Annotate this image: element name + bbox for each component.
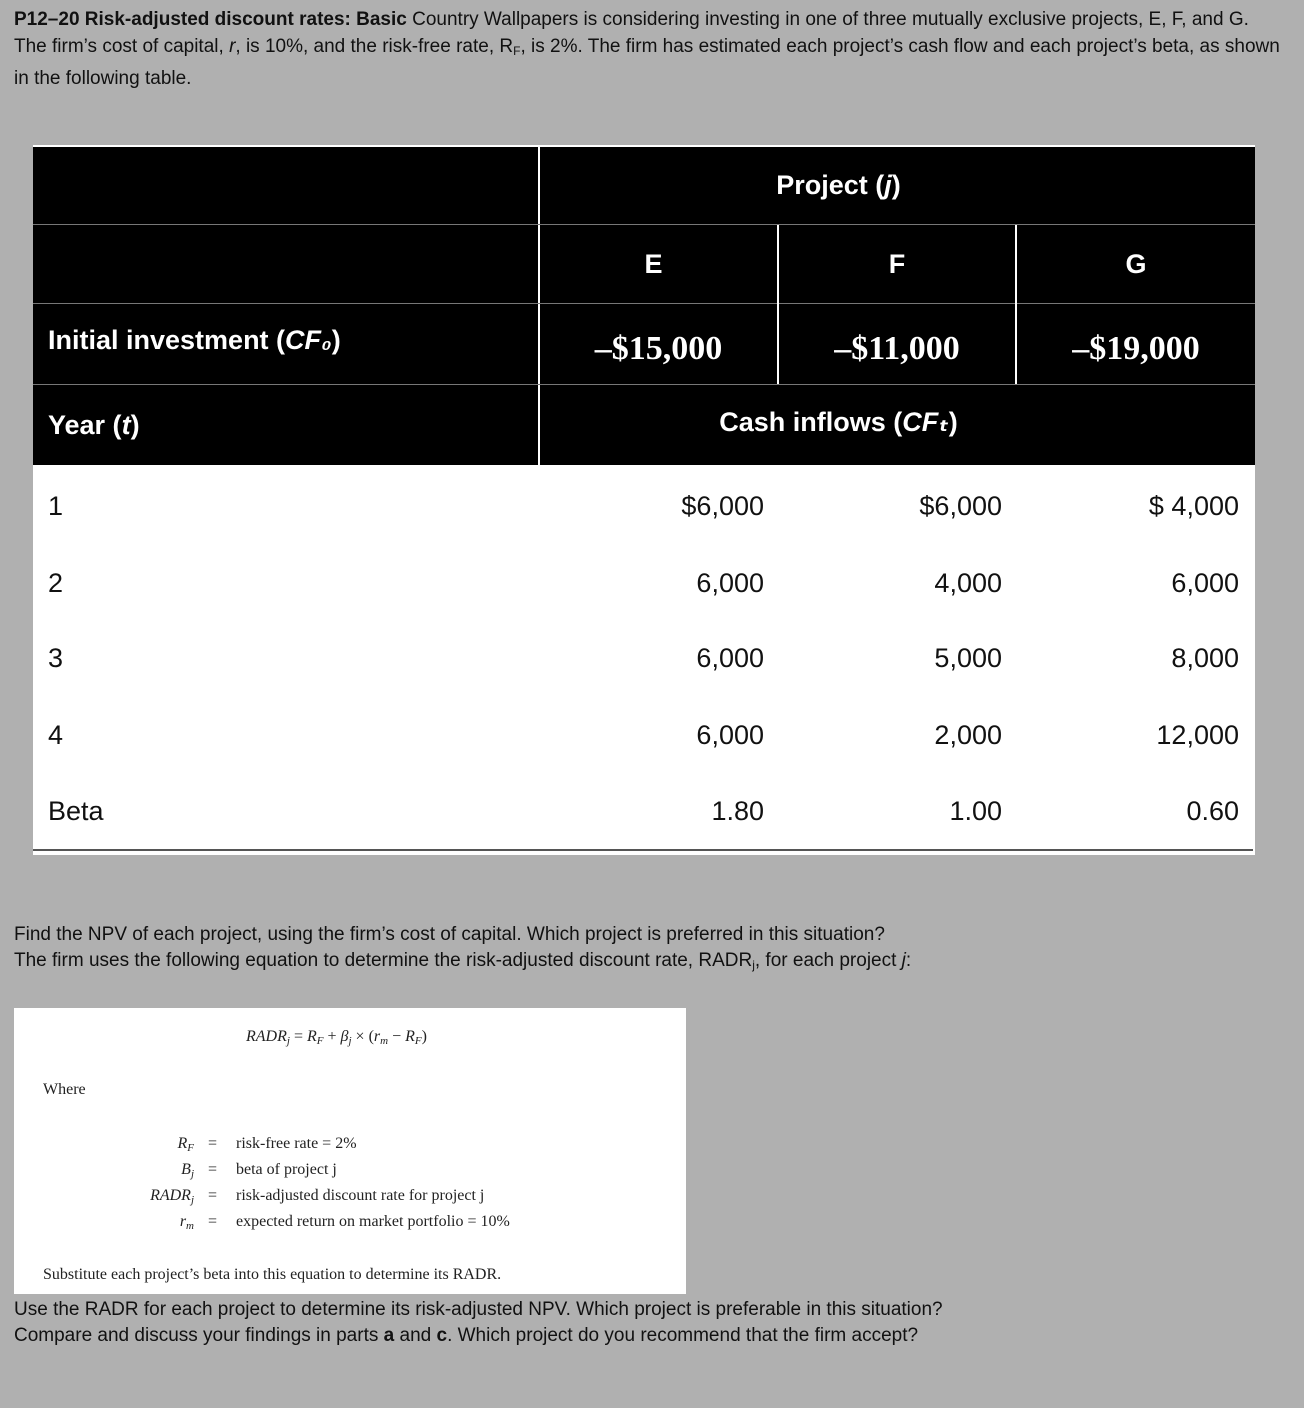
question-a: Find the NPV of each project, using the firm’s cost of capital. Which project is preferred in this situation? <box>14 924 885 945</box>
def-meaning-2: beta of project j <box>236 1161 337 1178</box>
cash-f-2: 4,000 <box>934 567 1002 598</box>
def-meaning-4: expected return on market portfolio = 10% <box>236 1213 510 1230</box>
intro-rf-var: R <box>499 36 514 57</box>
def-eq-3: = <box>208 1187 218 1204</box>
problem-intro <box>14 6 1284 92</box>
intro-text-mid: , is 10%, and the risk-free rate, <box>235 36 500 57</box>
intro-text-start: Country Wallpapers is considering investing in one of three mutually exclusive projects, E, F, and G. The firm’s cost of capital, <box>14 9 1249 57</box>
table-body <box>33 465 1255 855</box>
symbol-bj: Bj <box>181 1161 194 1180</box>
cash-e-3: 6,000 <box>696 642 764 673</box>
year-1-label: 1 <box>48 490 64 521</box>
project-header: Project ( j ) <box>776 169 901 200</box>
cash-f-4: 2,000 <box>934 719 1002 750</box>
cash-g-1: $ 4,000 <box>1148 490 1239 521</box>
cash-f-1: $6,000 <box>919 490 1002 521</box>
beta-e: 1.80 <box>711 795 764 826</box>
cash-e-4: 6,000 <box>696 719 764 750</box>
question-d: Compare and discuss your findings in parts a and c. Which project do you recommend that the firm accept? <box>14 1325 919 1346</box>
intro-text-end: , is 2%. The firm has estimated each project’s cash flow and each project’s beta, as shown in the following table. <box>14 36 1280 89</box>
symbol-rf: RF <box>177 1135 194 1154</box>
table-bottom-rule <box>33 849 1253 851</box>
cash-inflows-label: Cash inflows ( CFₜ ) <box>719 406 958 437</box>
cash-e-2: 6,000 <box>696 567 764 598</box>
equation-box <box>14 1008 686 1294</box>
initial-investment-label: Initial investment ( CF₀ ) <box>48 324 341 355</box>
initial-value-e: –$15,000 <box>594 330 723 367</box>
radr-formula: RADRj = RF + βj × (rm − RF) <box>246 1028 427 1047</box>
initial-value-f: –$11,000 <box>834 330 960 367</box>
problem-code: P12–20 <box>14 9 80 30</box>
def-eq-1: = <box>208 1135 218 1152</box>
symbol-radrj: RADRj <box>150 1187 194 1206</box>
cash-e-1: $6,000 <box>681 490 764 521</box>
beta-label: Beta <box>48 795 104 826</box>
cash-f-3: 5,000 <box>934 642 1002 673</box>
year-label: Year ( t ) <box>48 409 140 440</box>
def-eq-2: = <box>208 1161 218 1178</box>
beta-g: 0.60 <box>1186 795 1239 826</box>
year-3-label: 3 <box>48 642 64 673</box>
cash-g-3: 8,000 <box>1171 642 1239 673</box>
cash-g-2: 6,000 <box>1171 567 1239 598</box>
intro-r-var: r <box>229 36 236 57</box>
def-eq-4: = <box>208 1213 218 1230</box>
initial-value-g: –$19,000 <box>1072 330 1200 367</box>
question-c: Use the RADR for each project to determine its risk-adjusted NPV. Which project is preferable in this situation? <box>14 1299 943 1320</box>
def-meaning-3: risk-adjusted discount rate for project j <box>236 1187 485 1204</box>
question-b: The firm uses the following equation to determine the risk-adjusted discount rate, $RADR_j$, for each project j: <box>14 950 912 972</box>
year-2-label: 2 <box>48 567 64 598</box>
symbol-rm: rm <box>179 1213 194 1232</box>
column-header-f: F <box>888 249 906 279</box>
column-header-e: E <box>644 249 663 279</box>
intro-rf-sub: F <box>513 44 521 58</box>
questions-c-d <box>14 1297 1114 1349</box>
equation-figure <box>14 1008 686 1294</box>
problem-heading: Risk-adjusted discount rates: Basic <box>84 9 407 30</box>
questions-a-b <box>14 922 1014 978</box>
beta-f: 1.00 <box>949 795 1002 826</box>
cash-flow-table <box>33 145 1255 855</box>
substitute-instruction: Substitute each project’s beta into this equation to determine its RADR. <box>43 1266 502 1283</box>
cash-g-4: 12,000 <box>1156 719 1239 750</box>
column-header-g: G <box>1125 249 1147 279</box>
where-label: Where <box>43 1081 86 1098</box>
def-meaning-1: risk-free rate = 2% <box>236 1135 357 1152</box>
year-4-label: 4 <box>48 719 64 750</box>
